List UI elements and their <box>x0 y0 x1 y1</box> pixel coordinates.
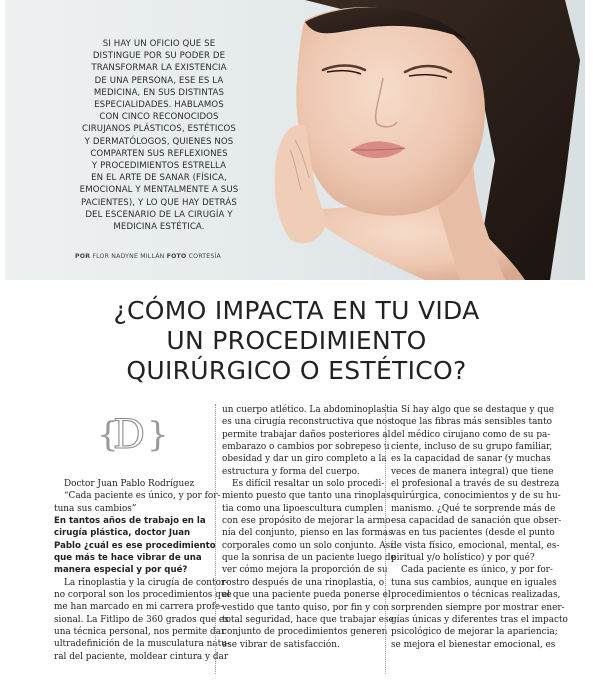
article-column-3 <box>391 404 568 651</box>
article-line: manismo. ¿Qué te sorprende más de <box>391 503 556 514</box>
article-line: ver cómo mejora la proporción de su <box>222 565 388 576</box>
article-line: sional. La Fitlipo de 360 grados que es <box>54 614 229 625</box>
byline-por-label: POR <box>75 253 91 260</box>
article-line: manera especial y por qué? <box>54 565 188 576</box>
article-line: veces de manera integral) que tiene <box>391 466 554 477</box>
article-line: psicológico de mejorar la apariencia; <box>391 627 558 638</box>
article-column-1 <box>54 478 232 663</box>
article-line: Si hay algo que se destaque y que <box>401 405 554 415</box>
column-divider <box>385 404 386 674</box>
article-line: rostro después de una rinoplastia, o <box>222 577 385 588</box>
intro-line: ESPECIALIDADES. HABLAMOS <box>94 100 224 111</box>
article-line: estructura y forma del cuerpo. <box>222 466 360 477</box>
article-line: “Cada paciente es único, y por for- <box>64 491 221 502</box>
intro-line: MEDICINA, EN SUS DISTINTAS <box>93 87 225 98</box>
article-line: Es difícil resaltar un solo procedi- <box>232 479 385 490</box>
article-line: conjunto de procedimientos generen <box>222 627 388 638</box>
article-line: Doctor Juan Pablo Rodríguez <box>64 479 195 489</box>
byline-credit: CORTESÍA <box>188 253 221 260</box>
hero-photo <box>5 0 585 280</box>
intro-text <box>50 38 268 233</box>
article-line: ral del paciente, moldear cintura y dar <box>54 651 229 662</box>
byline-author: FLOR NADYNE MILLÁN <box>92 253 165 260</box>
article-line: miento puesto que tanto una rinoplas- <box>222 491 394 502</box>
article-line: tia como una lipoescultura cumplen <box>222 503 384 514</box>
article-line: ultradefinición de la musculatura natu- <box>54 639 230 650</box>
article-line: el profesional a través de su destreza <box>391 479 560 490</box>
article-line: ese vibrar de satisfacción. <box>222 639 340 650</box>
headline-line: QUIRÚRGICO O ESTÉTICO? <box>126 356 467 385</box>
article-line: del médico cirujano como de su pa- <box>391 429 551 440</box>
article-line: tuna sus cambios” <box>54 503 137 514</box>
intro-line: EN EL ARTE DE SANAR (FÍSICA, <box>91 173 227 184</box>
dropcap-ornament <box>95 408 169 458</box>
article-line: quirúrgica, conocimientos y de su hu- <box>391 491 561 502</box>
column-divider <box>215 404 216 674</box>
intro-line: COMPARTEN SUS REFLEXIONES <box>90 148 228 159</box>
intro-line: PACIENTES), Y LO QUE HAY DETRÁS <box>81 197 237 208</box>
article-line: vestido que tanto quiso, por fin y con <box>222 602 390 613</box>
article-line: es la capacidad de sanar (y muchas <box>391 454 551 465</box>
article-line: procedimientos o técnicas realizadas, <box>391 590 561 601</box>
article-line: que más te hace vibrar de una <box>54 553 202 564</box>
article-line: un cuerpo atlético. La abdominoplastia <box>222 405 398 415</box>
article-line: obesidad y dar un giro completo a la <box>222 454 387 465</box>
article-headline <box>0 296 593 386</box>
article-line: toque las fibras más sensibles tanto <box>391 417 553 428</box>
article-line: que la sonrisa de un paciente luego de <box>222 553 396 564</box>
article-line: una técnica personal, nos permite dar <box>54 627 226 638</box>
article-line: embarazo o cambios por sobrepeso u <box>222 442 390 453</box>
intro-line: Y DERMATÓLOGOS, QUIENES NOS <box>84 136 234 147</box>
dropcap-letter: D <box>113 412 146 458</box>
article-line: gías únicas y diferentes tras el impacto <box>391 614 568 625</box>
article-line: La rinoplastia y la cirugía de contor- <box>64 577 229 588</box>
article-line: no corporal son los procedimientos que <box>54 590 232 601</box>
article-line: es una cirugía reconstructiva que nos <box>222 417 392 428</box>
article-column-2 <box>222 404 398 651</box>
intro-line: MEDICINA ESTÉTICA. <box>113 222 205 233</box>
article-line: de vista físico, emocional, mental, es- <box>391 540 560 551</box>
intro-line: CON CINCO RECONOCIDOS <box>99 112 219 123</box>
intro-line: Y PROCEDIMIENTOS ESTRELLA <box>91 161 227 172</box>
article-line: cirugía plástica, doctor Juan <box>54 528 191 539</box>
article-line: con ese propósito de mejorar la armo- <box>222 516 394 527</box>
intro-line: CIRUJANOS PLÁSTICOS, ESTÉTICOS <box>82 124 236 135</box>
article-line: vas en tus pacientes (desde el punto <box>391 528 555 539</box>
article-line: tuna sus cambios, aunque en iguales <box>391 577 557 588</box>
article-line: En tantos años de trabajo en la <box>54 516 206 527</box>
article-line: corporales como un solo conjunto. Así <box>222 540 394 551</box>
article-line: Cada paciente es único, y por for- <box>401 565 553 576</box>
article-line: permite trabajar daños posteriores al <box>222 429 391 440</box>
intro-line: DEL ESCENARIO DE LA CIRUGÍA Y <box>85 209 233 220</box>
article-line: piritual y/o holístico) y por qué? <box>391 553 535 564</box>
article-line: Pablo ¿cuál es ese procedimiento <box>54 540 216 551</box>
article-line: sorprenden siempre por mostrar ener- <box>391 602 565 613</box>
article-line: se mejora el bienestar emocional, es <box>391 639 556 650</box>
intro-line: SI HAY UN OFICIO QUE SE <box>102 39 216 49</box>
intro-line: TRANSFORMAR LA EXISTENCIA <box>91 63 227 74</box>
article-line: me han marcado en mi carrera profe- <box>54 602 224 613</box>
intro-line: EMOCIONAL Y MENTALMENTE A SUS <box>79 185 239 196</box>
article-line: nía del conjunto, pienso en las formas <box>222 528 393 539</box>
intro-line: DE UNA PERSONA, ESE ES LA <box>94 75 224 86</box>
article-line: esa capacidad de sanación que obser- <box>391 516 562 527</box>
byline <box>75 253 221 260</box>
intro-line: DISTINGUE POR SU PODER DE <box>92 51 226 62</box>
byline-foto-label: FOTO <box>166 253 187 260</box>
dropcap-brace-open: { <box>97 415 119 455</box>
headline-line: UN PROCEDIMIENTO <box>166 326 427 355</box>
article-line: ciente, incluso de su grupo familiar, <box>391 442 553 453</box>
headline-line: ¿CÓMO IMPACTA EN TU VIDA <box>113 296 480 325</box>
article-line: total seguridad, hace que trabajar ese <box>222 614 394 625</box>
dropcap-brace-close: } <box>147 415 169 455</box>
article-line: el que una paciente pueda ponerse el <box>222 590 391 601</box>
